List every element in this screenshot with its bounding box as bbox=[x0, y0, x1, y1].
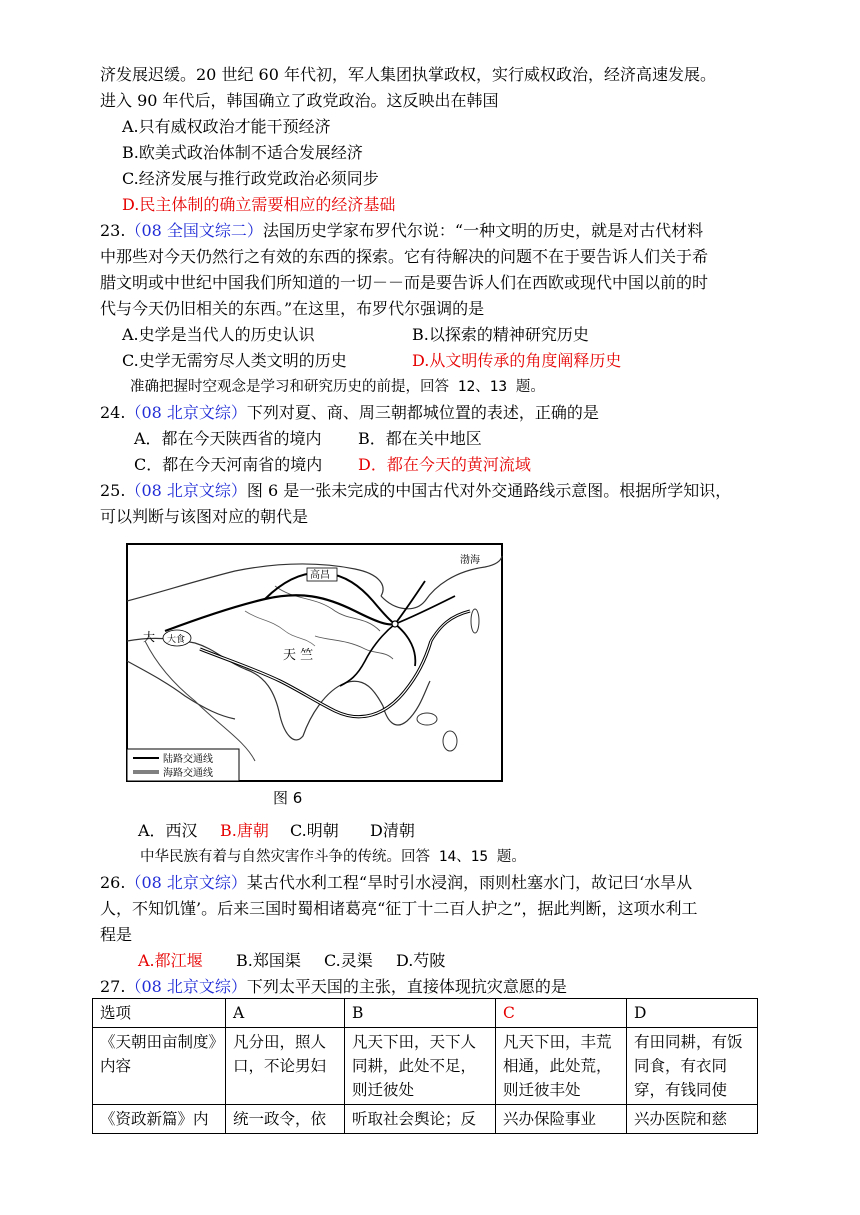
question-number: 23. bbox=[100, 221, 126, 240]
q24-options-row bbox=[100, 426, 780, 452]
table-header-cell: A bbox=[226, 999, 345, 1028]
q26-stem-line: 程是 bbox=[100, 925, 133, 944]
map-label-tianzhu: 天 竺 bbox=[283, 648, 314, 663]
capital-marker bbox=[392, 621, 398, 627]
figure-caption: 图 6 bbox=[273, 789, 303, 807]
section-note: 准确把握时空观念是学习和研究历史的前提，回答 12、13 题。 bbox=[130, 379, 545, 395]
document-page bbox=[100, 62, 780, 530]
q22-option-b: B.欧美式政治体制不适合发展经济 bbox=[122, 143, 363, 162]
table-cell: 听取社会舆论；反 bbox=[345, 1105, 496, 1134]
q23-stem-line: 腊文明或中世纪中国我们所知道的一切－－而是要告诉人们在西欧或现代中国以前的时 bbox=[100, 273, 709, 292]
q25-stem-line: 可以判断与该图对应的朝代是 bbox=[100, 507, 309, 526]
q24-option-d-answer: D．都在今天的黄河流域 bbox=[358, 455, 531, 474]
q25-stem-line bbox=[100, 478, 780, 504]
q26-option-c: C.灵渠 bbox=[324, 951, 373, 970]
q23-options-row bbox=[100, 348, 780, 374]
q27-stem-line bbox=[100, 974, 780, 1000]
q23-stem-line: 代与今天仍旧相关的东西。”在这里，布罗代尔强调的是 bbox=[100, 299, 485, 318]
table-header-cell-answer: C bbox=[496, 999, 627, 1028]
question-number: 27. bbox=[100, 977, 126, 996]
q25-option-c: C.明朝 bbox=[290, 821, 339, 840]
q27-stem-text: 下列太平天国的主张，直接体现抗灾意愿的是 bbox=[246, 977, 567, 996]
table-header-cell: B bbox=[345, 999, 496, 1028]
q27-options-table bbox=[92, 998, 758, 1134]
question-number: 26. bbox=[100, 873, 126, 892]
q22-option-d-answer: D.民主体制的确立需要相应的经济基础 bbox=[122, 195, 396, 214]
section-note: 中华民族有着与自然灾害作斗争的传统。回答 14、15 题。 bbox=[140, 849, 526, 865]
q24-options-row bbox=[100, 452, 780, 478]
question-source: （08 北京文综） bbox=[125, 403, 247, 422]
q26-option-d: D.芍陂 bbox=[396, 951, 446, 970]
q24-stem-line bbox=[100, 400, 780, 426]
q23-option-d-answer: D.从文明传承的角度阐释历史 bbox=[412, 351, 622, 370]
table-cell: 凡天下田，丰荒相通，此处荒，则迁彼丰处 bbox=[496, 1028, 627, 1105]
table-cell: 凡天下田，天下人同耕，此处不足，则迁彼处 bbox=[345, 1028, 496, 1105]
q23-stem-text: 法国历史学家布罗代尔说：“一种文明的历史，就是对古代材料 bbox=[262, 221, 704, 240]
document-page-continued bbox=[100, 818, 780, 1000]
q26-stem-line: 人，不知饥馑’。后来三国时蜀相诸葛亮“征丁十二百人护之”，据此判断，这项水利工 bbox=[100, 899, 698, 918]
q25-option-b-answer: B.唐朝 bbox=[220, 821, 269, 840]
map-label-gaochang: 高昌 bbox=[310, 570, 330, 581]
q26-stem-text: 某古代水利工程“旱时引水浸润，雨则杜塞水门，故记曰‘水旱从 bbox=[246, 873, 693, 892]
table-cell: 凡分田，照人口，不论男妇 bbox=[226, 1028, 345, 1105]
q22-stem-line: 济发展迟缓。20 世纪 60 年代初，军人集团执掌政权，实行威权政治，经济高速发展。 bbox=[100, 65, 716, 84]
q26-stem-line bbox=[100, 870, 780, 896]
q23-stem-line bbox=[100, 218, 780, 244]
q24-option-b: B．都在关中地区 bbox=[358, 429, 482, 448]
q22-option-a: A.只有威权政治才能干预经济 bbox=[122, 117, 331, 136]
question-source: （08 北京文综） bbox=[125, 873, 247, 892]
table-cell: 有田同耕，有饭同食，有衣同穿，有钱同使 bbox=[627, 1028, 758, 1105]
q26-option-a-answer: A.都江堰 bbox=[138, 951, 203, 970]
table-row bbox=[93, 1105, 758, 1134]
q23-stem-line: 中那些对今天仍然行之有效的东西的探索。它有待解决的问题不在于要告诉人们关于希 bbox=[100, 247, 709, 266]
table-header-cell: 选项 bbox=[93, 999, 226, 1028]
map-drawing bbox=[125, 541, 505, 809]
q25-stem-text: 图 6 是一张未完成的中国古代对外交通路线示意图。根据所学知识， bbox=[246, 481, 732, 500]
question-number: 25. bbox=[100, 481, 126, 500]
q23-options-row bbox=[100, 322, 780, 348]
table-row-label: 《天朝田亩制度》内容 bbox=[93, 1028, 226, 1105]
table-row bbox=[93, 1028, 758, 1105]
table-header-cell: D bbox=[627, 999, 758, 1028]
q24-stem-text: 下列对夏、商、周三朝都城位置的表述，正确的是 bbox=[246, 403, 599, 422]
table-cell: 兴办医院和慈 bbox=[627, 1105, 758, 1134]
q26-options-row bbox=[100, 948, 780, 974]
q22-option-c: C.经济发展与推行政党政治必须同步 bbox=[122, 169, 379, 188]
map-label-bohai: 渤海 bbox=[460, 555, 480, 566]
q25-options-row bbox=[100, 818, 780, 844]
table-cell: 兴办保险事业 bbox=[496, 1105, 627, 1134]
q24-option-a: A．都在今天陕西省的境内 bbox=[134, 429, 322, 448]
table-row-label: 《资政新篇》内 bbox=[93, 1105, 226, 1134]
q23-option-b: B.以探索的精神研究历史 bbox=[412, 325, 589, 344]
q25-option-d: D清朝 bbox=[370, 821, 415, 840]
question-source: （08 全国文综二） bbox=[125, 221, 263, 240]
q23-option-a: A.史学是当代人的历史认识 bbox=[122, 325, 315, 344]
question-number: 24. bbox=[100, 403, 126, 422]
q26-option-b: B.郑国渠 bbox=[236, 951, 301, 970]
table-header-row bbox=[93, 999, 758, 1028]
map-label-dashi: 大食 bbox=[167, 635, 186, 645]
q22-stem-line: 进入 90 年代后，韩国确立了政党政治。这反映出在韩国 bbox=[100, 91, 499, 110]
legend-sea-label: 海路交通线 bbox=[163, 768, 213, 779]
q25-option-a: A．西汉 bbox=[138, 821, 198, 840]
question-source: （08 北京文综） bbox=[125, 481, 247, 500]
table-cell: 统一政令，依 bbox=[226, 1105, 345, 1134]
legend-land-label: 陆路交通线 bbox=[163, 754, 213, 765]
trade-route-map bbox=[125, 541, 505, 809]
q24-option-c: C．都在今天河南省的境内 bbox=[134, 455, 323, 474]
question-source: （08 北京文综） bbox=[125, 977, 247, 996]
q23-option-c: C.史学无需穷尽人类文明的历史 bbox=[122, 351, 347, 370]
map-label-da: 大 bbox=[143, 630, 156, 644]
